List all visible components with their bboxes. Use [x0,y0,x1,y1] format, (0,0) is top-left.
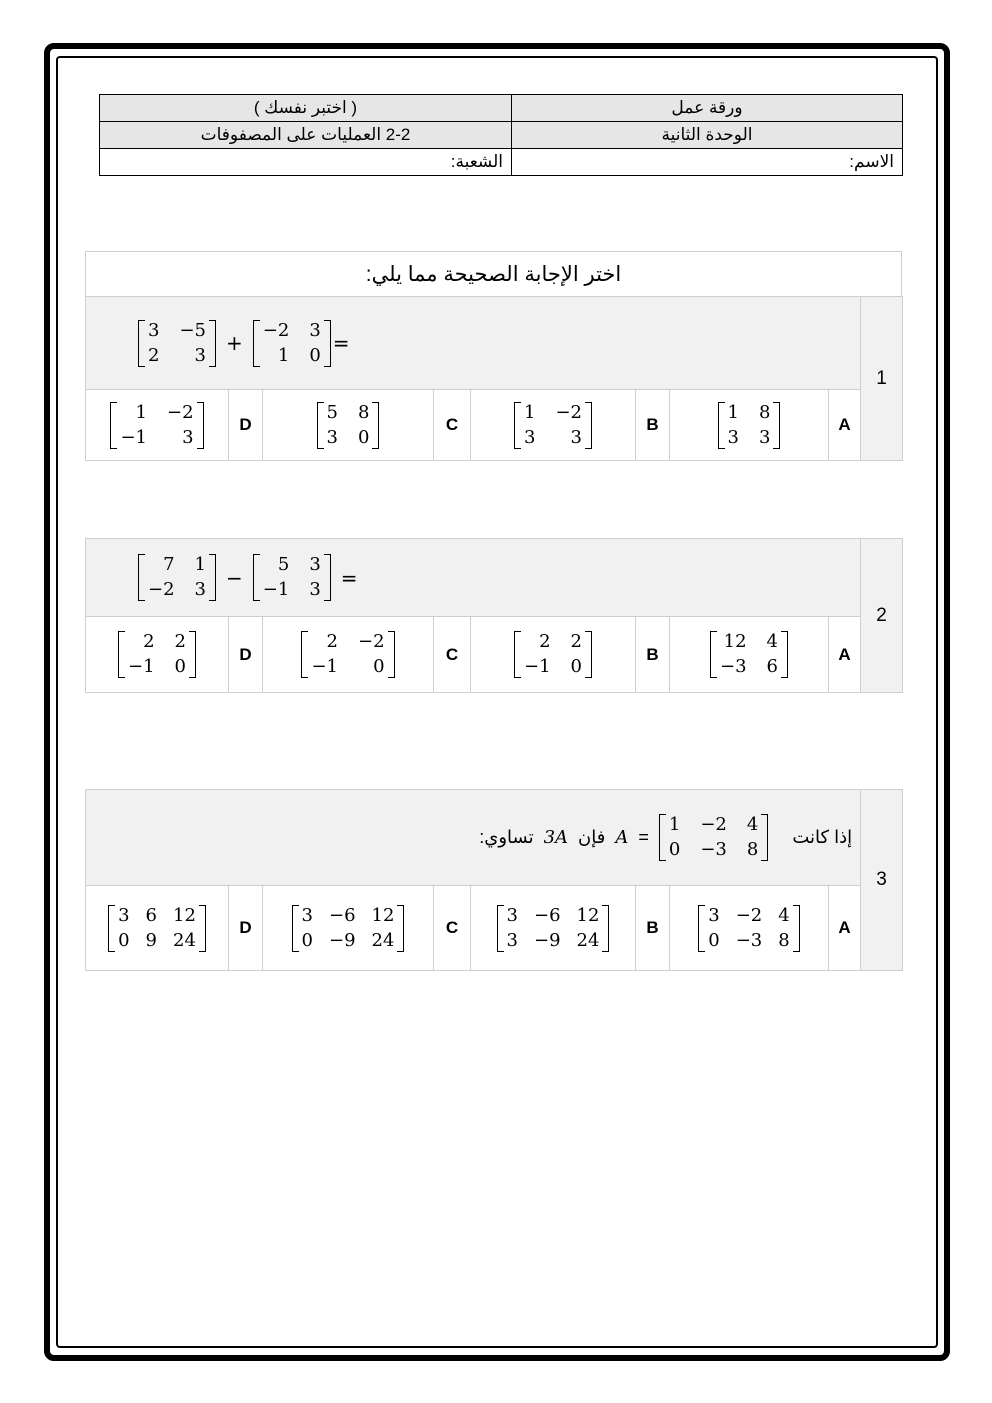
question-3 [85,789,903,971]
question-number: 2 [861,539,903,693]
equals-sign: = [638,827,649,847]
question-stem [86,297,861,390]
option-d[interactable] [86,390,229,461]
matrix: 1 −2 −1 3 [110,402,203,449]
matrix: 5 8 3 0 [317,402,380,449]
matrix: 3 −6 12 0 −9 24 [292,905,405,952]
option-b[interactable] [471,390,636,461]
option-c-label: C [434,886,471,971]
option-d-label: D [229,390,263,461]
equals-sign: = [340,565,358,590]
section-field[interactable]: الشعبة: [100,149,512,176]
matrix: 12 4 −3 6 [710,631,788,678]
matrix: 1 −2 3 3 [514,402,592,449]
question-stem [86,539,861,617]
minus-operator: − [226,565,243,590]
matrix: 3 −5 2 3 [138,320,216,367]
option-b-label: B [636,390,670,461]
option-d[interactable] [86,617,229,693]
option-a[interactable] [670,886,829,971]
page-border-inner [56,56,938,1348]
option-b[interactable] [471,617,636,693]
option-c-label: C [434,617,471,693]
matrix: 1 8 3 3 [718,402,781,449]
name-field[interactable]: الاسم: [512,149,903,176]
unit-title: الوحدة الثانية [512,122,903,149]
equals-text: تساوي: [479,827,534,847]
worksheet-title: ورقة عمل [512,95,903,122]
option-d[interactable] [86,886,229,971]
question-1 [85,296,903,461]
test-yourself-label: ( اختبر نفسك ) [100,95,512,122]
option-a-label: A [829,390,861,461]
question-number: 1 [861,297,903,461]
question-stem [86,790,861,886]
lesson-title: 2-2 العمليات على المصفوفات [100,122,512,149]
matrix: 3 −6 12 3 −9 24 [497,905,610,952]
option-b[interactable] [471,886,636,971]
option-a-label: A [829,617,861,693]
variable-a: A [615,827,629,848]
matrix: 7 1 −2 3 [138,554,216,601]
header-table [99,94,903,176]
matrix: 2 2 −1 0 [514,631,592,678]
if-text: إذا كانت [792,827,853,847]
question-2 [85,538,903,693]
option-c[interactable] [263,617,434,693]
matrix: 2 −2 −1 0 [301,631,394,678]
question-number: 3 [861,790,903,971]
equals-sign: = [332,331,350,355]
option-c-label: C [434,390,471,461]
expression-3a: 3A [543,827,569,848]
option-b-label: B [636,617,670,693]
matrix: −2 3 1 0 [253,320,331,367]
option-d-label: D [229,886,263,971]
option-b-label: B [636,886,670,971]
matrix: 3 6 12 0 9 24 [108,905,206,952]
option-c[interactable] [263,390,434,461]
option-a[interactable] [670,617,829,693]
plus-operator: + [226,331,243,355]
option-a-label: A [829,886,861,971]
matrix: 5 3 −1 3 [253,554,331,601]
instruction-text: اختر الإجابة الصحيحة مما يلي: [85,251,902,296]
matrix: 2 2 −1 0 [118,631,196,678]
matrix: 3 −2 4 0 −3 8 [698,905,799,952]
option-c[interactable] [263,886,434,971]
option-a[interactable] [670,390,829,461]
option-d-label: D [229,617,263,693]
then-text: فإن [578,827,606,847]
matrix-a: 1 −2 4 0 −3 8 [659,814,768,861]
